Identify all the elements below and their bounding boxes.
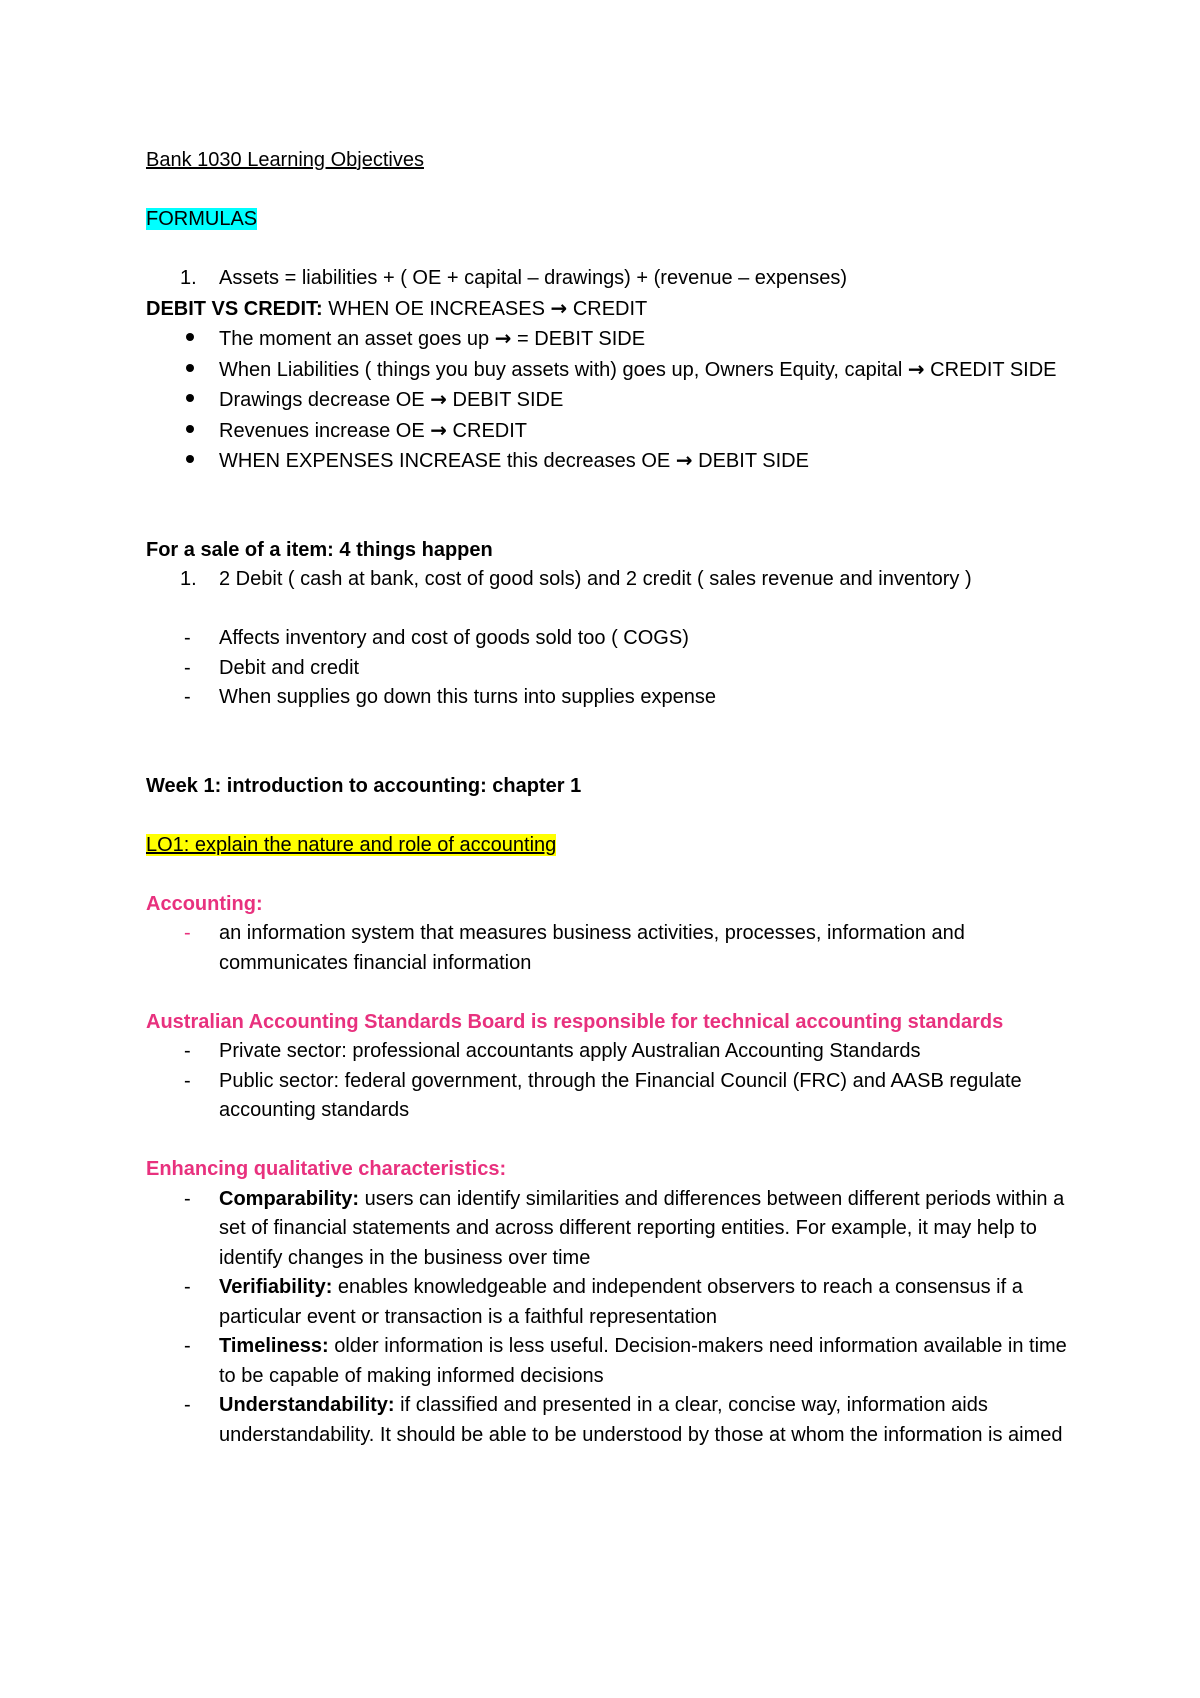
dash-item: - When supplies go down this turns into supplies expense bbox=[184, 686, 716, 708]
dash-item: - Comparability: users can identify similarities and differences between different periods within a set of financial statements and across different reporting entities. For example, it may help to identify changes in the business over time bbox=[184, 1187, 1065, 1269]
bullet-item: WHEN EXPENSES INCREASE this decreases OE → DEBIT SIDE bbox=[146, 446, 1076, 477]
arrow-right-icon: → bbox=[907, 356, 925, 381]
dash-item: - Public sector: federal government, through the Financial Council (FRC) and AASB regulate accounting standards bbox=[184, 1069, 1022, 1121]
bullet-item: When Liabilities ( things you buy assets with) goes up, Owners Equity, capital → CREDIT SIDE bbox=[146, 355, 1076, 386]
arrow-right-icon: → bbox=[675, 448, 693, 472]
document-content bbox=[146, 146, 1076, 1450]
formula-item-1: 1. Assets = liabilities + ( OE + capital – drawings) + (revenue – expenses) bbox=[180, 267, 848, 289]
bullet-item: Drawings decrease OE → DEBIT SIDE bbox=[146, 385, 1076, 416]
bullet-icon bbox=[186, 455, 194, 463]
arrow-right-icon: → bbox=[430, 387, 447, 411]
bullet-item: Revenues increase OE → CREDIT bbox=[146, 416, 1076, 447]
sale-item-1: 1. 2 Debit ( cash at bank, cost of good sols) and 2 credit ( sales revenue and inventory ) bbox=[180, 568, 972, 590]
debit-credit-line: DEBIT VS CREDIT: WHEN OE INCREASES → CREDIT bbox=[146, 295, 648, 320]
bullet-icon bbox=[186, 364, 194, 372]
bullet-icon bbox=[186, 394, 194, 402]
document-title: Bank 1030 Learning Objectives bbox=[146, 149, 424, 171]
dash-item: - Debit and credit bbox=[184, 656, 360, 679]
arrow-right-icon: → bbox=[494, 326, 512, 350]
bullet-icon bbox=[186, 333, 194, 341]
enhancing-heading: Enhancing qualitative characteristics: bbox=[146, 1158, 507, 1180]
week1-heading: Week 1: introduction to accounting: chapter 1 bbox=[146, 774, 582, 797]
lo1-heading: LO1: explain the nature and role of accounting bbox=[146, 833, 557, 856]
accounting-heading: Accounting: bbox=[146, 892, 263, 915]
formulas-heading: FORMULAS bbox=[146, 208, 258, 230]
dash-item: - Verifiability: enables knowledgeable and independent observers to reach a consensus if a particular event or transaction is a faithful representation bbox=[184, 1276, 1023, 1328]
sale-heading: For a sale of a item: 4 things happen bbox=[146, 538, 493, 561]
bullet-item: The moment an asset goes up → = DEBIT SIDE bbox=[146, 324, 1076, 355]
dash-item: - Affects inventory and cost of goods sold too ( COGS) bbox=[184, 627, 689, 649]
arrow-right-icon: → bbox=[550, 295, 568, 320]
bullet-icon bbox=[186, 425, 194, 433]
aasb-heading: Australian Accounting Standards Board is responsible for technical accounting standards bbox=[146, 1010, 1004, 1033]
dash-item: - Understandability: if classified and presented in a clear, concise way, information aids understandability. It should be able to be understood by those at whom the information is aimed bbox=[184, 1394, 1063, 1446]
arrow-right-icon: → bbox=[430, 417, 447, 442]
dash-item: - an information system that measures business activities, processes, information and communicates financial information bbox=[184, 922, 965, 974]
dash-item: - Timeliness: older information is less useful. Decision-makers need information available in time to be capable of making informed decisions bbox=[184, 1335, 1067, 1387]
dash-item: - Private sector: professional accountants apply Australian Accounting Standards bbox=[184, 1040, 921, 1062]
